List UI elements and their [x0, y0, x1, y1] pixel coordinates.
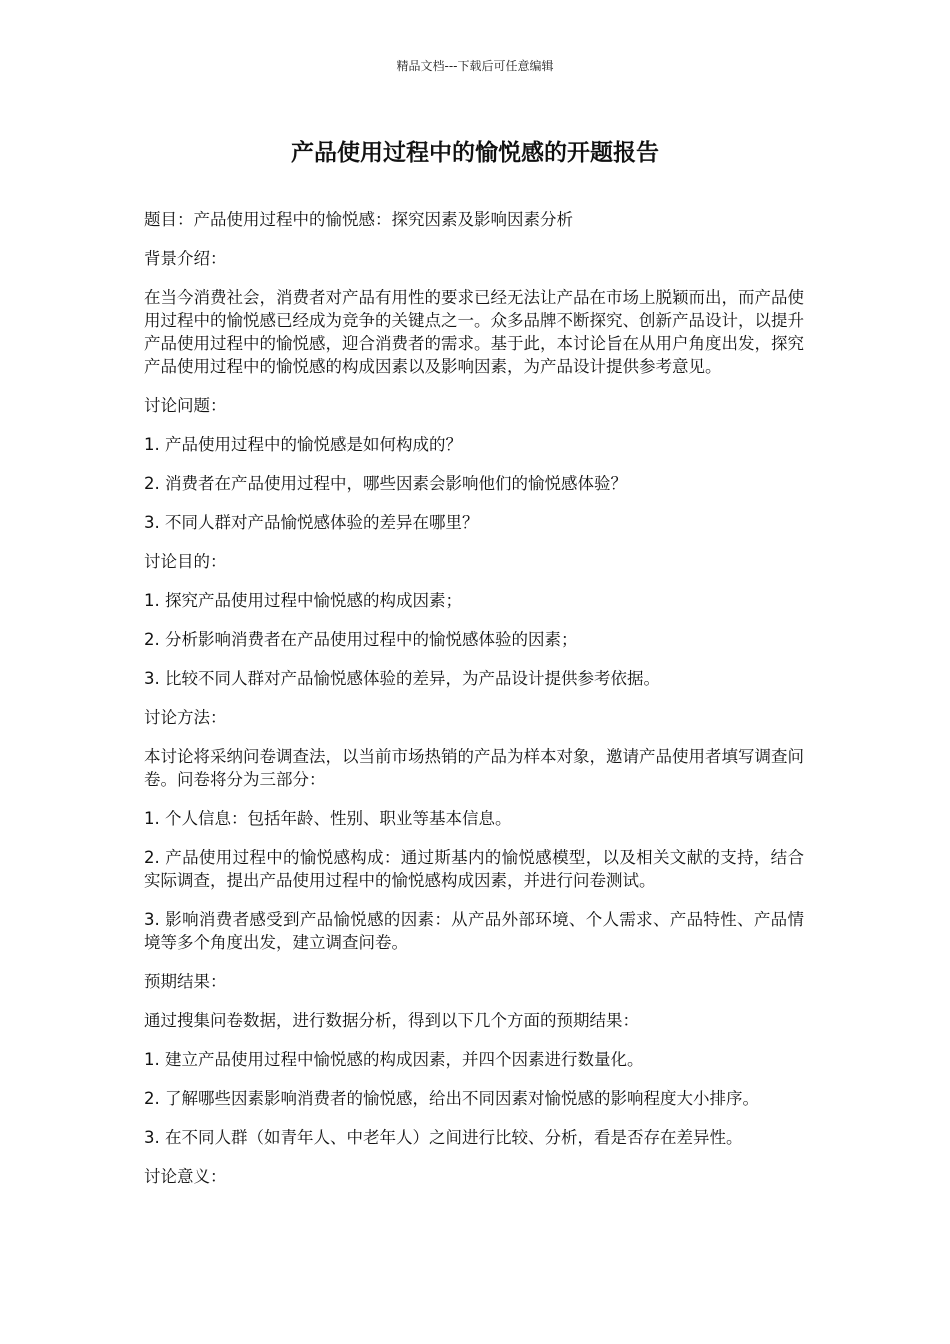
method-paragraph: 本讨论将采纳问卷调查法，以当前市场热销的产品为样本对象，邀请产品使用者填写调查问卷。问卷将分为三部分：: [144, 747, 804, 789]
section-heading-significance: 讨论意义：: [144, 1167, 227, 1186]
section-heading-method: 讨论方法：: [144, 708, 227, 727]
list-item: 3. 在不同人群（如青年人、中老年人）之间进行比较、分析，看是否存在差异性。: [144, 1128, 743, 1147]
list-item: 3. 影响消费者感受到产品愉悦感的因素：从产品外部环境、个人需求、产品特性、产品情境等多个角度出发，建立调查问卷。: [144, 910, 804, 952]
background-paragraph: 在当今消费社会，消费者对产品有用性的要求已经无法让产品在市场上脱颖而出，而产品使用过程中的愉悦感已经成为竞争的关键点之一。众多品牌不断探究、创新产品设计，以提升产品使用过程中的愉悦感，迎合消费者的需求。基于此，本讨论旨在从用户角度出发，探究产品使用过程中的愉悦感的构成因素以及影响因素，为产品设计提供参考意见。: [144, 288, 804, 376]
results-paragraph: 通过搜集问卷数据，进行数据分析，得到以下几个方面的预期结果：: [144, 1011, 639, 1030]
section-heading-results: 预期结果：: [144, 972, 227, 991]
list-item: 3. 比较不同人群对产品愉悦感体验的差异，为产品设计提供参考依据。: [144, 669, 660, 688]
list-item: 2. 了解哪些因素影响消费者的愉悦感，给出不同因素对愉悦感的影响程度大小排序。: [144, 1089, 759, 1108]
list-item: 1. 建立产品使用过程中愉悦感的构成因素，并四个因素进行数量化。: [144, 1050, 644, 1069]
list-item: 2. 消费者在产品使用过程中，哪些因素会影响他们的愉悦感体验？: [144, 474, 627, 493]
header-note: 精品文档---下载后可任意编辑: [396, 59, 554, 73]
list-item: 2. 产品使用过程中的愉悦感构成：通过斯基内的愉悦感模型，以及相关文献的支持，结合实际调查，提出产品使用过程中的愉悦感构成因素，并进行问卷测试。: [144, 848, 804, 890]
document-body: [144, 208, 804, 1204]
section-heading-questions: 讨论问题：: [144, 396, 227, 415]
list-item: 1. 产品使用过程中的愉悦感是如何构成的？: [144, 435, 462, 454]
document-title: 产品使用过程中的愉悦感的开题报告: [291, 140, 659, 166]
section-heading-background: 背景介绍：: [144, 249, 227, 268]
list-item: 3. 不同人群对产品愉悦感体验的差异在哪里？: [144, 513, 479, 532]
list-item: 1. 探究产品使用过程中愉悦感的构成因素；: [144, 591, 462, 610]
section-heading-purpose: 讨论目的：: [144, 552, 227, 571]
list-item: 2. 分析影响消费者在产品使用过程中的愉悦感体验的因素；: [144, 630, 578, 649]
list-item: 1. 个人信息：包括年龄、性别、职业等基本信息。: [144, 809, 512, 828]
topic-line: 题目：产品使用过程中的愉悦感：探究因素及影响因素分析: [144, 210, 573, 229]
